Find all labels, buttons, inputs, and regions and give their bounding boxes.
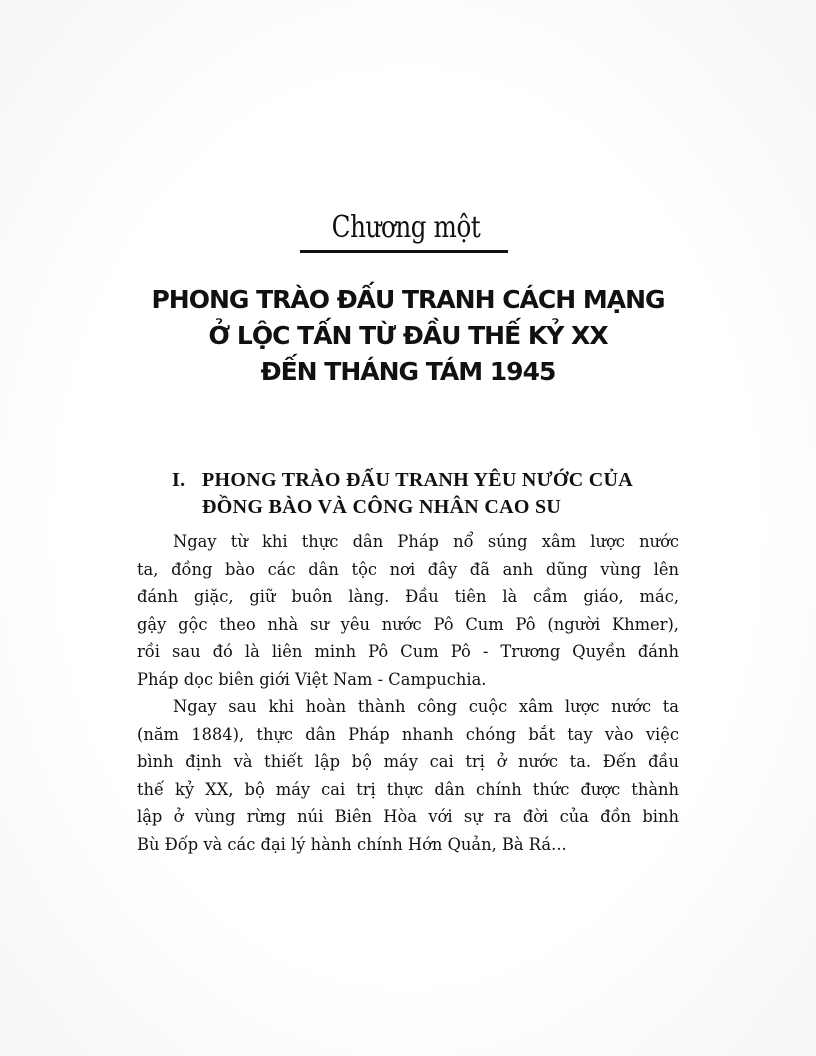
paragraph-line: thế kỷ XX, bộ máy cai trị thực dân chính thức được thành [137, 779, 679, 799]
section-heading-line-1 [172, 467, 692, 494]
paragraph-line: (năm 1884), thực dân Pháp nhanh chóng bắt tay vào việc [137, 724, 679, 744]
paragraph-line: bình định và thiết lập bộ máy cai trị ở nước ta. Đến đầu [137, 752, 679, 772]
section-heading [172, 467, 692, 521]
chapter-title [130, 282, 686, 390]
paragraph-line: lập ở vùng rừng núi Biên Hòa với sự ra đời của đồn binh [137, 807, 679, 827]
section-number: I. [172, 469, 186, 491]
paragraph-1 [137, 528, 679, 694]
paragraph-line: ta, đồng bào các dân tộc nơi đây đã anh dũng vùng lên [137, 559, 679, 579]
paragraph-line: gậy gộc theo nhà sư yêu nước Pô Cum Pô (người Khmer), [137, 614, 679, 634]
paragraph-line: Bù Đốp và các đại lý hành chính Hớn Quản, Bà Rá... [137, 834, 567, 854]
chapter-title-line-1: PHONG TRÀO ĐẤU TRANH CÁCH MẠNG [151, 285, 665, 314]
section-heading-line-2: ĐỒNG BÀO VÀ CÔNG NHÂN CAO SU [202, 496, 562, 518]
paragraph-line: Ngay sau khi hoàn thành công cuộc xâm lược nước ta [173, 697, 679, 716]
paragraph-2 [137, 693, 679, 859]
chapter-underline [300, 250, 508, 253]
paragraph-line: đánh giặc, giữ buôn làng. Đầu tiên là cầm giáo, mác, [137, 587, 679, 607]
chapter-label: Chương một [331, 210, 481, 245]
chapter-title-line-3: ĐẾN THÁNG TÁM 1945 [260, 357, 556, 386]
paragraph-line: Pháp dọc biên giới Việt Nam - Campuchia. [137, 669, 487, 689]
section-heading-text-1: PHONG TRÀO ĐẤU TRANH YÊU NƯỚC CỦA [202, 469, 634, 491]
paragraph-line: rồi sau đó là liên minh Pô Cum Pô - Trương Quyền đánh [137, 642, 679, 662]
paragraph-line: Ngay từ khi thực dân Pháp nổ súng xâm lược nước [173, 532, 679, 551]
chapter-title-line-2: Ở LỘC TẤN TỪ ĐẦU THẾ KỶ XX [208, 321, 608, 350]
